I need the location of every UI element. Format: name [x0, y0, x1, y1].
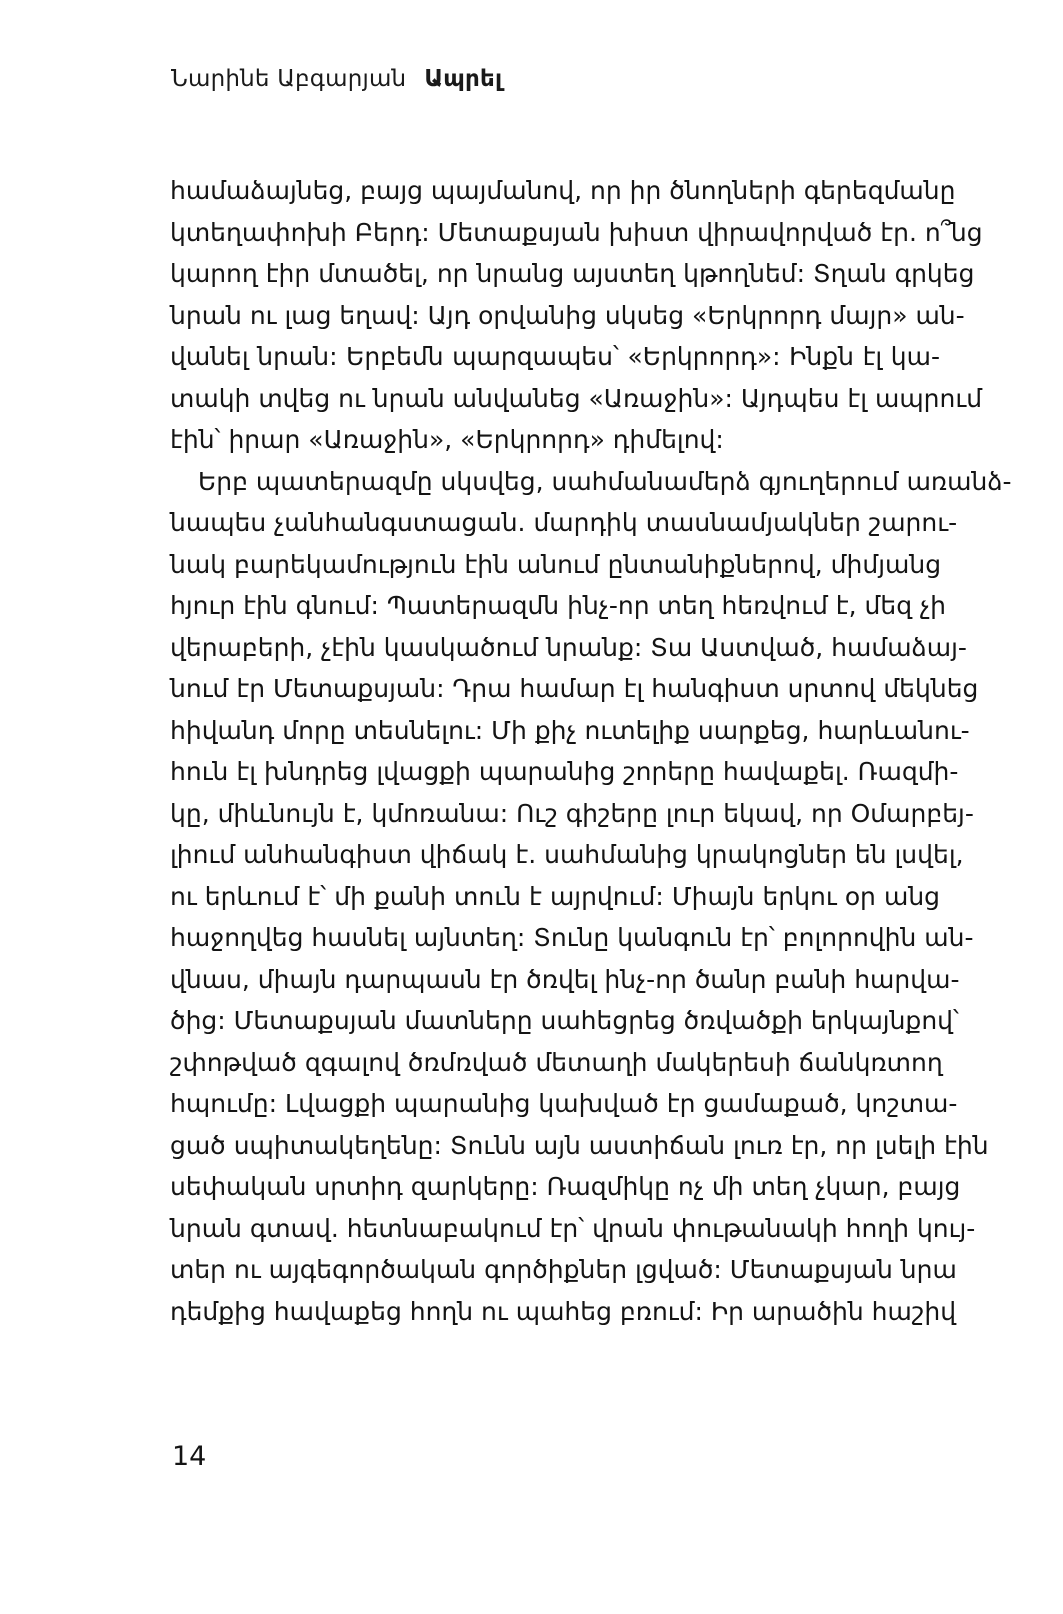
text-line: սեփական սրտիդ զարկերը: Ռազմիկը ոչ մի տեղ չկար, բայց [170, 1172, 961, 1201]
text-line: կտեղափոխի Բերդ: Մետաքսյան խիստ վիրավորված էր. ո՞նց [170, 217, 983, 247]
text-line: վնաս, միայն դարպասն էր ծռվել ինչ-որ ծանր բանի հարվա- [170, 964, 960, 994]
text-line: կարող էիր մտածել, որ նրանց այստեղ կթողնեմ: Տղան գրկեց [170, 259, 975, 288]
text-line: տակի տվեց ու նրան անվանեց «Առաջին»: Այդպես էլ ապրում [170, 383, 983, 413]
text-line: նապես չանհանգստացան. մարդիկ տասնամյակներ շարու- [170, 508, 958, 537]
text-line: հպումը: Լվացքի պարանից կախված էր ցամաքած, կոշտա- [170, 1089, 958, 1118]
text-line: հաջողվեց հասնել այնտեղ: Տունը կանգուն էր՝ բոլորովին ան- [170, 923, 974, 952]
text-line: ցած սպիտակեղենը: Տունն այն աստիճան լուռ էր, որ լսելի էին [170, 1130, 989, 1160]
body-text [170, 170, 1012, 1332]
text-line: նակ բարեկամություն էին անում ընտանիքներով, միմյանց [170, 549, 942, 579]
text-line: լիում անհանգիստ վիճակ է. սահմանից կրակոցներ են լսվել, [170, 840, 964, 869]
text-line: նրան գտավ. հետնաբակում էր՝ վրան փութանակի հողի կույ- [170, 1213, 976, 1243]
text-line: հուն էլ խնդրեց լվացքի պարանից շորերը հավաքել. Ռազմի- [170, 757, 959, 786]
text-line: ծից: Մետաքսյան մատները սահեցրեց ծռվածքի երկայնքով՝ [170, 1006, 959, 1035]
text-line: նրան ու լաց եղավ: Այդ օրվանից սկսեց «Երկրորդ մայր» ան- [170, 300, 965, 330]
text-line: վանել նրան: Երբեմն պարզապես՝ «Երկրորդ»: Ինքն էլ կա- [170, 342, 940, 371]
text-line: Երբ պատերազմը սկսվեց, սահմանամերձ գյուղերում առանձ- [198, 466, 1012, 496]
text-line: նում էր Մետաքսյան: Դրա համար էլ հանգիստ սրտով մեկնեց [170, 674, 979, 703]
book-title: Ապրել [424, 66, 503, 92]
text-line: էին՝ իրար «Առաջին», «Երկրորդ» դիմելով: [170, 425, 724, 454]
text-line: հյուր էին գնում: Պատերազմն ինչ-որ տեղ հեռվում է, մեզ չի [170, 591, 947, 620]
text-line: կը, միևնույն է, կմոռանա: Ուշ գիշերը լուր եկավ, որ Օմարբեյ- [170, 798, 974, 828]
page-number: 14 [172, 1441, 207, 1472]
text-line: համաձայնեց, բայց պայմանով, որ իր ծնողների գերեզմանը [170, 176, 956, 205]
text-line: հիվանդ մորը տեսնելու: Մի քիչ ուտելիք սարքեց, հարևանու- [170, 715, 970, 745]
author-name: Նարինե Աբգարյան [171, 66, 407, 92]
text-line: դեմքից հավաքեց հողն ու պահեց բռում: Իր արածին հաշիվ [170, 1296, 957, 1326]
text-line: վերաբերի, չէին կասկածում նրանք: Տա Աստված, համաձայ- [170, 632, 967, 662]
text-line: տեր ու այգեգործական գործիքներ լցված: Մետաքսյան նրա [170, 1255, 957, 1284]
running-head [171, 64, 502, 94]
text-line: ու երևում է՝ մի քանի տուն է այրվում: Միայն երկու օր անց [170, 881, 940, 911]
text-line: շփոթված զգալով ծռմռված մետաղի մակերեսի ճանկռտող [170, 1047, 943, 1077]
